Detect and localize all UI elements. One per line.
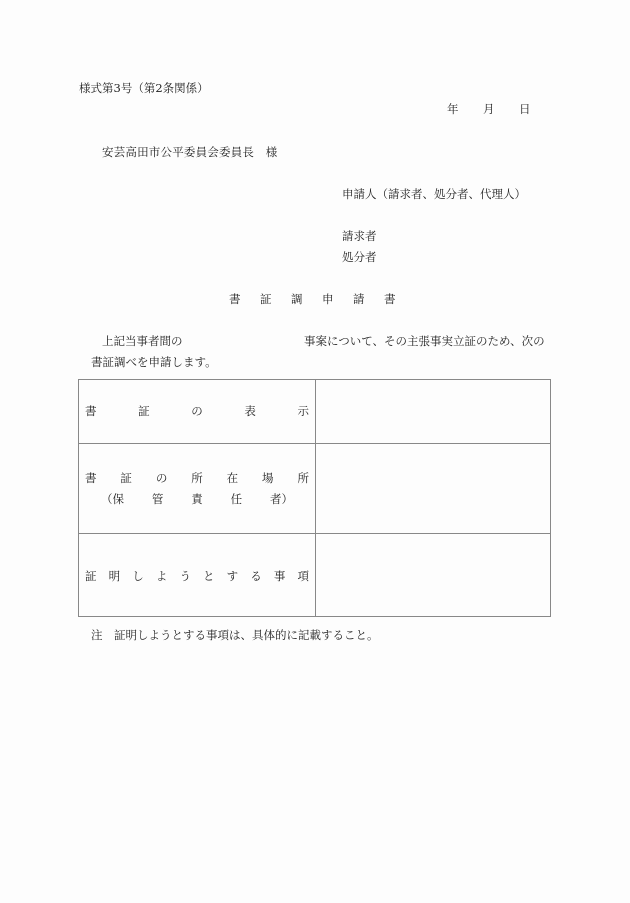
label-char: 場 (262, 471, 274, 485)
label-char: る (250, 569, 262, 583)
table-row (79, 534, 550, 617)
label-char: 証 (138, 404, 150, 418)
evidence-location-field[interactable] (316, 444, 550, 533)
table-row (79, 444, 550, 534)
evidence-location-label (85, 473, 309, 485)
label-char: う (179, 569, 191, 583)
label-char: 証 (85, 569, 97, 583)
evidence-description-label (85, 406, 309, 418)
title-char: 証 (260, 292, 272, 306)
label-char: （保 (101, 492, 124, 506)
date-month-label: 月 (483, 102, 495, 116)
table-row (79, 380, 550, 444)
label-char: 所 (297, 471, 309, 485)
label-char: 書 (85, 471, 97, 485)
body-text-line1-end: 事案について、その主張事実立証のため、次の (304, 334, 545, 348)
body-text-line2: 書証調べを申請します。 (91, 355, 217, 369)
label-char: 在 (226, 471, 239, 485)
label-char: の (155, 471, 168, 485)
matters-to-prove-label-cell (79, 534, 316, 617)
title-char: 請 (353, 292, 365, 306)
respondent-label: 処分者 (342, 250, 377, 264)
matters-to-prove-label (85, 571, 309, 583)
label-char: 示 (297, 404, 309, 418)
form-number: 様式第3号（第2条関係） (79, 81, 209, 95)
label-char: と (203, 569, 215, 583)
label-char: す (226, 569, 239, 583)
evidence-description-field[interactable] (316, 380, 550, 443)
title-char: 書 (229, 292, 241, 306)
label-char: 所 (191, 471, 203, 485)
label-char: 責 (191, 492, 203, 506)
custodian-sub-label (101, 494, 293, 506)
label-char: し (132, 569, 144, 583)
title-char: 書 (384, 292, 396, 306)
label-char: 書 (85, 404, 97, 418)
date-line (447, 104, 531, 116)
evidence-table (78, 379, 551, 617)
applicant-label: 申請人（請求者、処分者、代理人） (342, 187, 526, 201)
body-text-line1-start: 上記当事者間の (102, 334, 183, 348)
evidence-location-label-cell (79, 444, 316, 533)
label-char: 者） (270, 492, 293, 506)
matters-to-prove-field[interactable] (316, 534, 550, 617)
label-char: 表 (244, 404, 256, 418)
label-char: 明 (108, 569, 121, 583)
evidence-description-label-cell (79, 380, 316, 443)
document-title (229, 294, 415, 306)
date-day-label: 日 (519, 102, 531, 116)
label-char: 証 (120, 471, 132, 485)
label-char: 事 (273, 569, 286, 583)
addressee: 安芸高田市公平委員会委員長 様 (102, 145, 278, 159)
label-char: 任 (230, 492, 243, 506)
label-char: 項 (297, 569, 309, 583)
label-char: よ (155, 569, 168, 583)
date-year-label: 年 (447, 102, 459, 116)
title-char: 調 (291, 292, 303, 306)
label-char: の (191, 404, 203, 418)
claimant-label: 請求者 (342, 229, 377, 243)
footnote: 注 証明しようとする事項は、具体的に記載すること。 (91, 628, 379, 642)
title-char: 申 (322, 292, 334, 306)
label-char: 管 (151, 492, 164, 506)
